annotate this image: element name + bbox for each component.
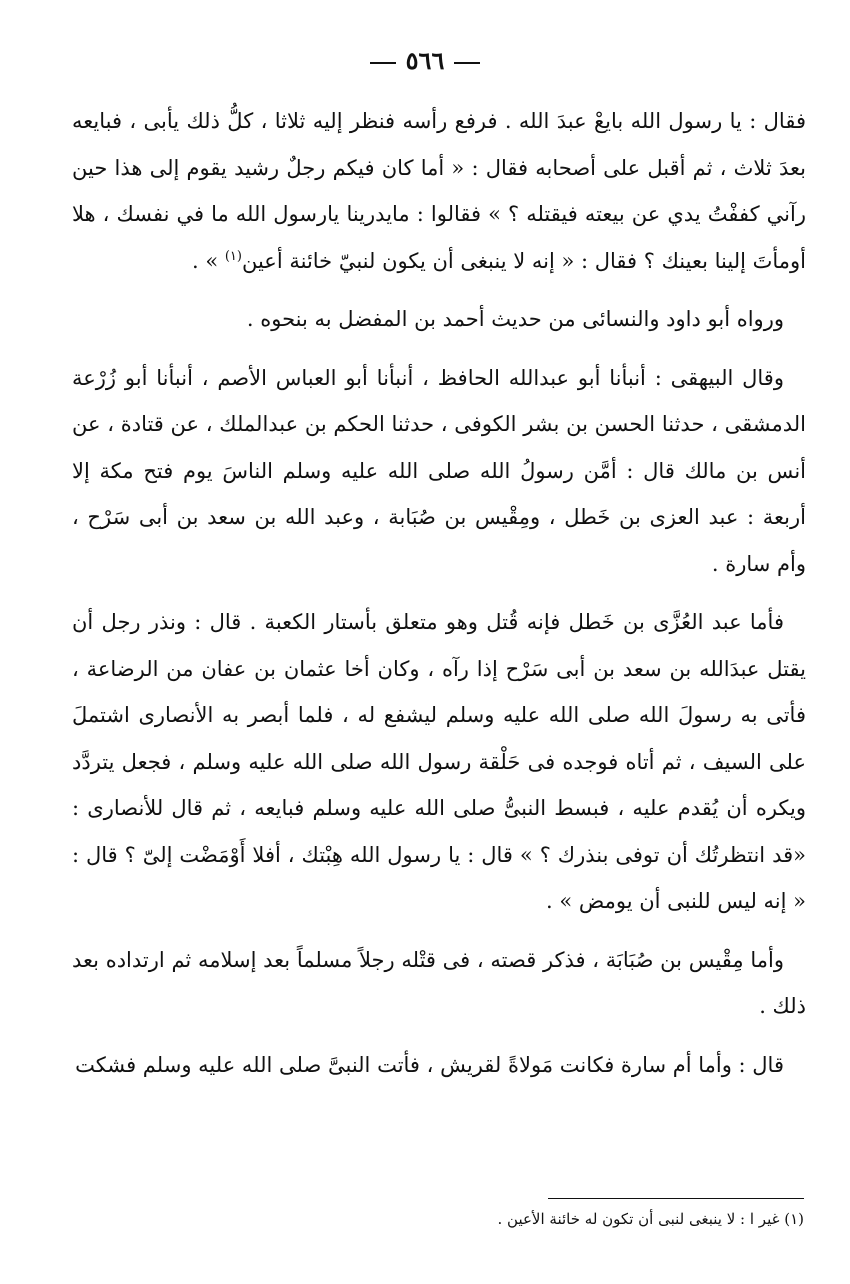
paragraph-5: وأما مِقْيس بن صُبَابَة ، فذكر قصته ، فى قتْله رجلاً مسلماً بعد إسلامه ثم ارتداده بعد ذلك . — [72, 947, 806, 1018]
page-number-text: ٥٦٦ — [405, 46, 445, 75]
page-number-dash — [454, 62, 480, 64]
paragraph-3: وقال البيهقى : أنبأنا أبو عبدالله الحافظ ، أنبأنا أبو العباس الأصم ، أنبأنا أبو زُرْعة الدمشقى ، حدثنا الحسن بن بشر الكوفى ، حدثنا الحكم بن عبدالملك ، عن قتادة ، عن أنس بن مالك قال : أمَّن رسولُ الله صلى الله عليه وسلم الناسَ يوم فتح مكة إلا أربعة : عبد العزى بن خَطل ، ومِقْيس بن صُبَابة ، وعبد الله بن سعد بن أبى سَرْح ، وأم سارة . — [72, 365, 806, 576]
paragraph-1-tail: » . — [191, 248, 225, 273]
main-text — [72, 98, 806, 1100]
paragraph-4: فأما عبد العُزَّى بن خَطل فإنه قُتل وهو متعلق بأستار الكعبة . قال : ونذر رجل أن يقتل عبدَالله بن سعد بن أبى سَرْح إذا رآه ، وكان أخا عثمان بن عفان من الرضاعة ، فأتى به رسولَ الله صلى الله عليه وسلم ليشفع له ، فلما أبصر به الأنصارى اشتملَ على السيف ، ثم أتاه فوجده فى حَلْقة رسول الله صلى الله عليه وسلم ، فجعل يتردَّد ويكره أن يُقدم عليه ، فبسط النبىُّ صلى الله عليه وسلم فبايعه ، ثم قال للأنصارى : «قد انتظرتُك أن توفى بنذرك ؟ » قال : يا رسول الله هِبْتك ، أفلا أَوْمَضْت إلىّ ؟ قال : « إنه ليس للنبى أن يومض » . — [72, 610, 806, 913]
footnote-reference: (١) — [224, 248, 242, 264]
page-number-dash — [370, 62, 396, 64]
footnote: (١) غير ا : لا ينبغى لنبى أن تكون له خائنة الأعين . — [497, 1210, 804, 1228]
paragraph-1-text: فقال : يا رسول الله بايعْ عبدَ الله . فرفع رأسه فنظر إليه ثلاثا ، كلُّ ذلك يأبى ، فبايعه بعدَ ثلاث ، ثم أقبل على أصحابه فقال : « أما كان فيكم رجلٌ رشيد يقوم إلى هذا حين رآني كففْتُ يدي عن بيعته فيقتله ؟ » فقالوا : مايدرينا يارسول الله ما في نفسك ، هلا أومأتَ إلينا بعينك ؟ فقال : « إنه لا ينبغى أن يكون لنبيّ خائنة أعين — [72, 109, 806, 273]
page-number — [0, 46, 850, 75]
paragraph-2: ورواه أبو داود والنسائى من حديث أحمد بن المفضل به بنحوه . — [246, 307, 784, 331]
footnote-divider — [548, 1198, 804, 1199]
paragraph-6: قال : وأما أم سارة فكانت مَولاةً لقريش ، فأتت النبىَّ صلى الله عليه وسلم فشكت — [75, 1052, 784, 1077]
paragraph-1 — [72, 98, 806, 284]
